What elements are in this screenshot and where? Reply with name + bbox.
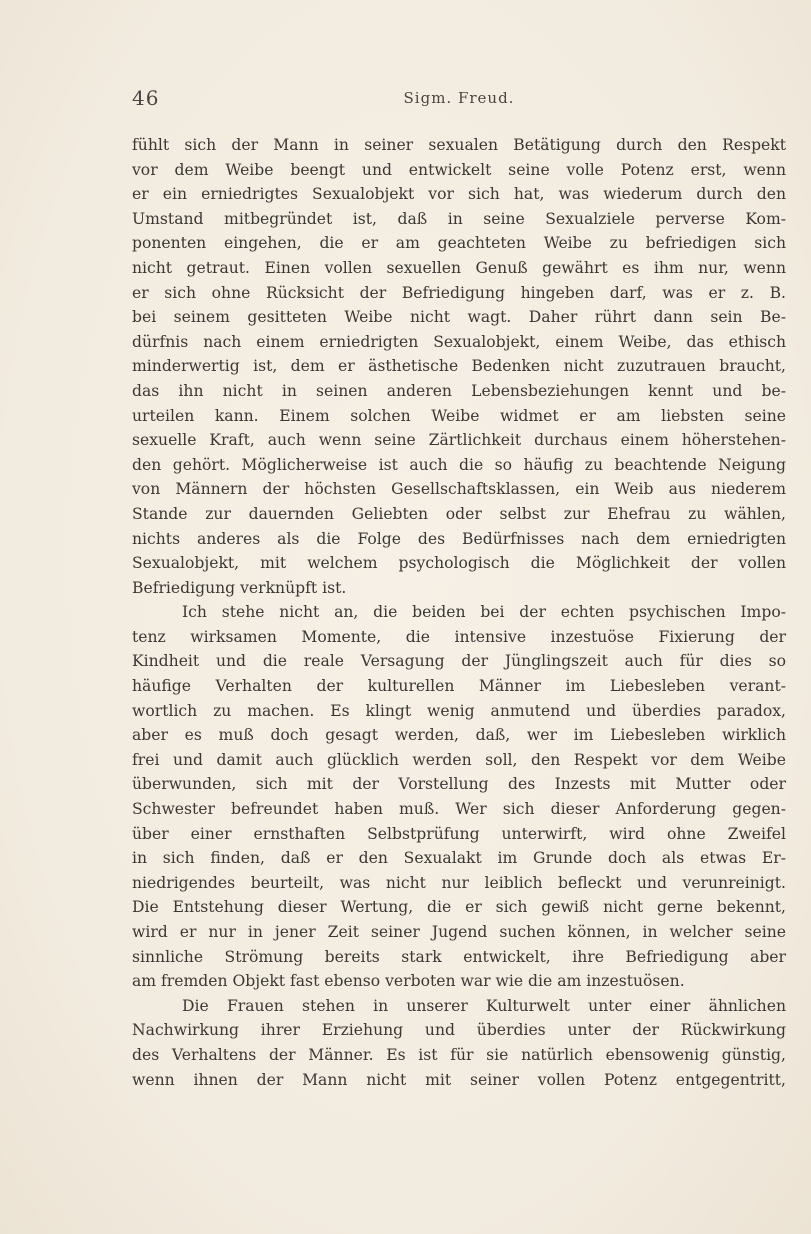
text-line: aber es muß doch gesagt werden, daß, wer im Liebesleben wirklich (132, 726, 786, 745)
text-line: nichts anderes als die Folge des Bedürfnisses nach dem erniedrigten (132, 529, 786, 548)
page-number: 46 (132, 86, 160, 110)
paragraph (132, 994, 786, 1092)
paragraph (132, 133, 786, 600)
text-line: bei seinem gesitteten Weibe nicht wagt. Daher rührt dann sein Be- (132, 308, 786, 327)
text-line: urteilen kann. Einem solchen Weibe widmet er am liebsten seine (132, 406, 786, 425)
text-line: das ihn nicht in seinen anderen Lebensbeziehungen kennt und be- (132, 381, 786, 400)
text-line: sinnliche Strömung bereits stark entwickelt, ihre Befriedigung aber (132, 947, 786, 966)
text-line: Befriedigung verknüpft ist. (132, 578, 347, 597)
text-line: minderwertig ist, dem er ästhetische Bedenken nicht zuzutrauen braucht, (132, 357, 786, 376)
text-line: überwunden, sich mit der Vorstellung des Inzests mit Mutter oder (132, 775, 786, 794)
text-line: wenn ihnen der Mann nicht mit seiner vollen Potenz entgegentritt, (132, 1070, 786, 1089)
text-line: dürfnis nach einem erniedrigten Sexualobjekt, einem Weibe, das ethisch (132, 332, 786, 351)
text-line: von Männern der höchsten Gesellschaftsklassen, ein Weib aus niederem (132, 480, 786, 499)
text-line: über einer ernsthaften Selbstprüfung unterwirft, wird ohne Zweifel (132, 824, 786, 843)
text-line: nicht getraut. Einen vollen sexuellen Genuß gewährt es ihm nur, wenn (132, 258, 786, 277)
text-line: in sich finden, daß er den Sexualakt im Grunde doch als etwas Er- (132, 849, 786, 868)
text-line: fühlt sich der Mann in seiner sexualen Betätigung durch den Respekt (132, 136, 786, 154)
text-line: niedrigendes beurteilt, was nicht nur leiblich befleckt und verunreinigt. (132, 873, 786, 892)
text-line: Kindheit und die reale Versagung der Jünglingszeit auch für dies so (132, 652, 786, 671)
text-line: tenz wirksamen Momente, die intensive inzestuöse Fixierung der (132, 627, 786, 646)
text-line: wortlich zu machen. Es klingt wenig anmutend und überdies paradox, (132, 701, 786, 720)
text-line: sexuelle Kraft, auch wenn seine Zärtlichkeit durchaus einem höherstehen- (132, 431, 786, 450)
text-line: den gehört. Möglicherweise ist auch die so häufig zu beachtende Neigung (132, 455, 786, 474)
text-line: am fremden Objekt fast ebenso verboten war wie die am inzestuösen. (132, 972, 685, 991)
text-line: vor dem Weibe beengt und entwickelt seine volle Potenz erst, wenn (132, 160, 786, 179)
text-line: Die Entstehung dieser Wertung, die er sich gewiß nicht gerne bekennt, (132, 898, 786, 917)
paragraph (132, 600, 786, 994)
text-line: Umstand mitbegründet ist, daß in seine Sexualziele perverse Kom- (132, 209, 786, 228)
text-line: des Verhaltens der Männer. Es ist für sie natürlich ebensowenig günstig, (132, 1045, 786, 1064)
text-line: Nachwirkung ihrer Erziehung und überdies unter der Rückwirkung (132, 1021, 786, 1040)
running-head: Sigm. Freud. (403, 89, 515, 107)
page-header (132, 86, 786, 116)
text-line: Schwester befreundet haben muß. Wer sich dieser Anforderung gegen- (132, 800, 786, 819)
text-line: Ich stehe nicht an, die beiden bei der echten psychischen Impo- (182, 603, 786, 622)
text-line: Stande zur dauernden Geliebten oder selbst zur Ehefrau zu wählen, (132, 504, 786, 523)
text-line: frei und damit auch glücklich werden soll, den Respekt vor dem Weibe (132, 750, 786, 769)
text-line: er sich ohne Rücksicht der Befriedigung hingeben darf, was er z. B. (132, 283, 786, 302)
text-line: Sexualobjekt, mit welchem psychologisch die Möglichkeit der vollen (132, 554, 786, 573)
text-line: wird er nur in jener Zeit seiner Jugend suchen können, in welcher seine (132, 923, 786, 941)
text-line: häufige Verhalten der kulturellen Männer im Liebesleben verant- (132, 677, 786, 696)
body-text (132, 133, 786, 1092)
text-line: er ein erniedrigtes Sexualobjekt vor sich hat, was wiederum durch den (132, 185, 786, 204)
text-line: Die Frauen stehen in unserer Kulturwelt unter einer ähnlichen (182, 996, 786, 1015)
text-line: ponenten eingehen, die er am geachteten Weibe zu befriedigen sich (132, 234, 786, 253)
